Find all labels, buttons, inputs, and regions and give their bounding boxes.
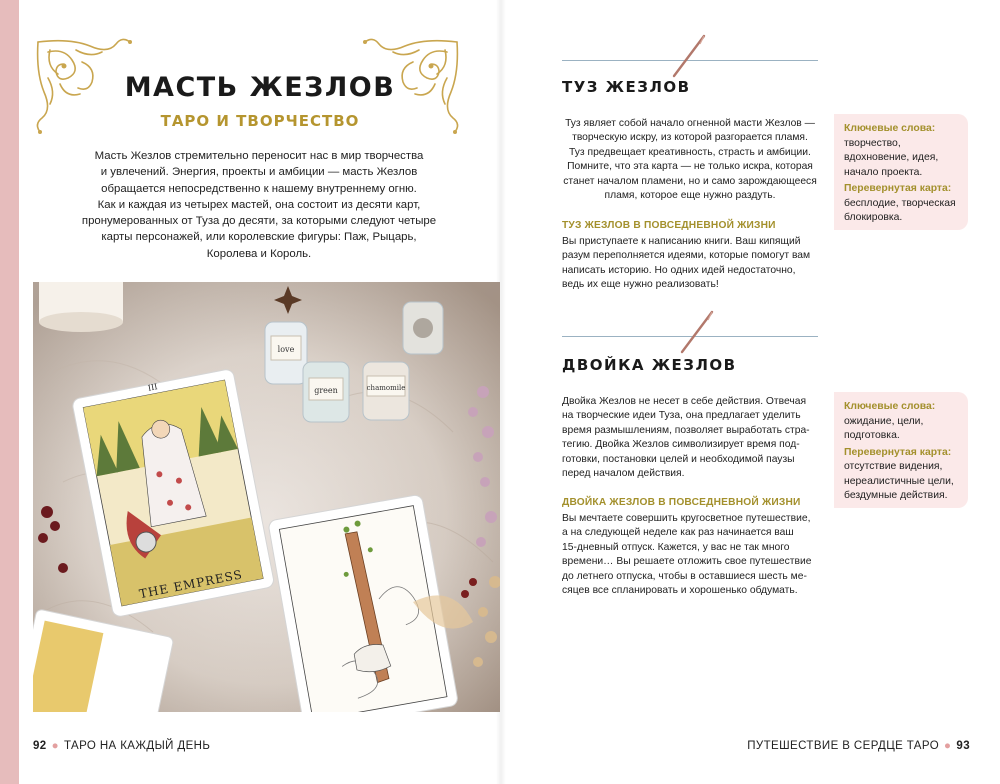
keywords-text <box>844 415 962 444</box>
body-line: ведь их еще нужно реализовать! <box>562 279 719 291</box>
page-number-left: 92 <box>33 740 47 752</box>
chapter-title-footer: ПУТЕШЕСТВИЕ В СЕРДЦЕ ТАРО <box>747 740 940 752</box>
keyword-line: начало проекта. <box>844 166 923 178</box>
tarot-photo-illustration <box>33 282 500 712</box>
section-body-ace <box>562 117 818 203</box>
keyword-line: ожидание, цели, <box>844 415 924 427</box>
page-number-right: 93 <box>956 740 970 752</box>
subheading-two-daily: ДВОЙКА ЖЕЗЛОВ В ПОВСЕДНЕВНОЙ ЖИЗНИ <box>562 497 801 508</box>
subheading-ace-daily: ТУЗ ЖЕЗЛОВ В ПОВСЕДНЕВНОЙ ЖИЗНИ <box>562 220 776 231</box>
body-line: а на следующей неделе как раз начинается ваш <box>562 527 794 539</box>
card-numeral: III <box>147 382 159 393</box>
section-title-two: ДВОЙКА ЖЕЗЛОВ <box>562 356 737 374</box>
page-edge-strip <box>0 0 19 784</box>
body-line: до летнего отпуска, чтобы в оставшиеся шесть ме- <box>562 570 807 582</box>
footer-bullet-icon: ● <box>944 740 952 752</box>
page-subtitle: ТАРО И ТВОРЧЕСТВО <box>160 112 360 130</box>
body-line: Вы мечтаете совершить кругосветное путешествие, <box>562 513 811 524</box>
keywords-box-two <box>834 392 968 508</box>
bottle-label: сhamomile <box>366 384 406 392</box>
reversed-label: Перевернутая карта: <box>844 446 952 458</box>
footer-right <box>747 740 970 752</box>
section-title-ace: ТУЗ ЖЕЗЛОВ <box>562 78 691 96</box>
reversed-line: нереалистичные цели, <box>844 475 954 487</box>
tarot-photo <box>33 282 500 712</box>
card-caption: THE EMPRESS <box>137 567 244 602</box>
section-body-two <box>562 395 818 481</box>
body-line: творческую искру, из которой разгорается пламя. <box>572 132 808 144</box>
reversed-text <box>844 460 962 504</box>
body-line: Туз предвещает креативность, страсть и амбиции. <box>569 146 811 158</box>
keyword-line: подготовка. <box>844 430 900 441</box>
book-title-footer: ТАРО НА КАЖДЫЙ ДЕНЬ <box>63 740 211 752</box>
keywords-box-ace <box>834 114 968 230</box>
footer-bullet-icon: ● <box>51 740 59 752</box>
reversed-text <box>844 197 962 226</box>
intro-line: пронумерованных от Туза до десяти, за которыми следуют четыре <box>81 215 437 228</box>
reversed-line: бесплодие, творческая <box>844 197 956 209</box>
wand-icon <box>676 310 716 356</box>
keywords-text <box>844 137 962 181</box>
body-line: тегию. Двойка Жезлов символизирует время под- <box>562 439 800 451</box>
body-line: на творческие идеи Туза, она предлагает уделить <box>562 410 801 422</box>
body-line: написать историю. Но одних идей недостаточно, <box>562 264 796 276</box>
keywords-label: Ключевые слова: <box>844 123 936 134</box>
bottle-label: love <box>277 345 295 354</box>
section-daily-two <box>562 512 818 598</box>
keyword-line: вдохновение, идея, <box>844 152 939 163</box>
intro-line: и увлечений. Энергия, проекты и амбиции — масть Жезлов <box>100 166 418 179</box>
body-line: разум переполняется идеями, которые помогут вам <box>562 250 811 262</box>
reversed-line: отсутствие видения, <box>844 461 943 472</box>
body-line: сяцев все спланировать и хорошенько обдумать. <box>562 585 798 597</box>
reversed-line: бездумные действия. <box>844 490 948 501</box>
keyword-line: творчество, <box>844 137 901 149</box>
body-line: Помните, что эта карта — не только искра, которая <box>567 161 813 173</box>
intro-line: Королева и Король. <box>206 247 312 260</box>
body-line: перед началом действия. <box>562 468 685 480</box>
intro-paragraph <box>74 148 444 262</box>
bottle-label: green <box>314 386 338 395</box>
body-line: Вы приступаете к написанию книги. Ваш кипящий <box>562 236 801 247</box>
intro-line: карты персонажей, или королевские фигуры: Паж, Рыцарь, <box>101 231 417 244</box>
body-line: пламя, которое еще нужно раздуть. <box>604 190 776 202</box>
intro-line: Как и каждая из четырех мастей, она состоит из десяти карт, <box>97 198 421 211</box>
wand-icon <box>668 34 708 80</box>
body-line: 15-дневный отпуск. Кажется, у вас не так много <box>562 541 790 553</box>
body-line: станет началом пламени, но и само зарождающееся <box>563 175 817 187</box>
keywords-label: Ключевые слова: <box>844 401 936 412</box>
body-line: Туз являет собой начало огненной масти Жезлов — <box>565 118 815 129</box>
reversed-label: Перевернутая карта: <box>844 183 952 194</box>
body-line: время размышлениям, позволяет выработать стра- <box>562 424 810 436</box>
intro-line: Масть Жезлов стремительно переносит нас в мир творчества <box>94 150 424 162</box>
section-daily-ace <box>562 235 818 293</box>
body-line: Двойка Жезлов не несет в себе действия. Отвечая <box>562 396 807 407</box>
intro-line: обращается непосредственно к нашему внутреннему огню. <box>101 182 417 195</box>
reversed-line: блокировка. <box>844 212 903 223</box>
page-title: МАСТЬ ЖЕЗЛОВ <box>124 72 396 103</box>
body-line: времени… Вы решаете отложить свое путешествие <box>562 556 812 568</box>
footer-left <box>33 740 210 752</box>
body-line: готовки, постановки целей и необходимой паузы <box>562 453 795 465</box>
